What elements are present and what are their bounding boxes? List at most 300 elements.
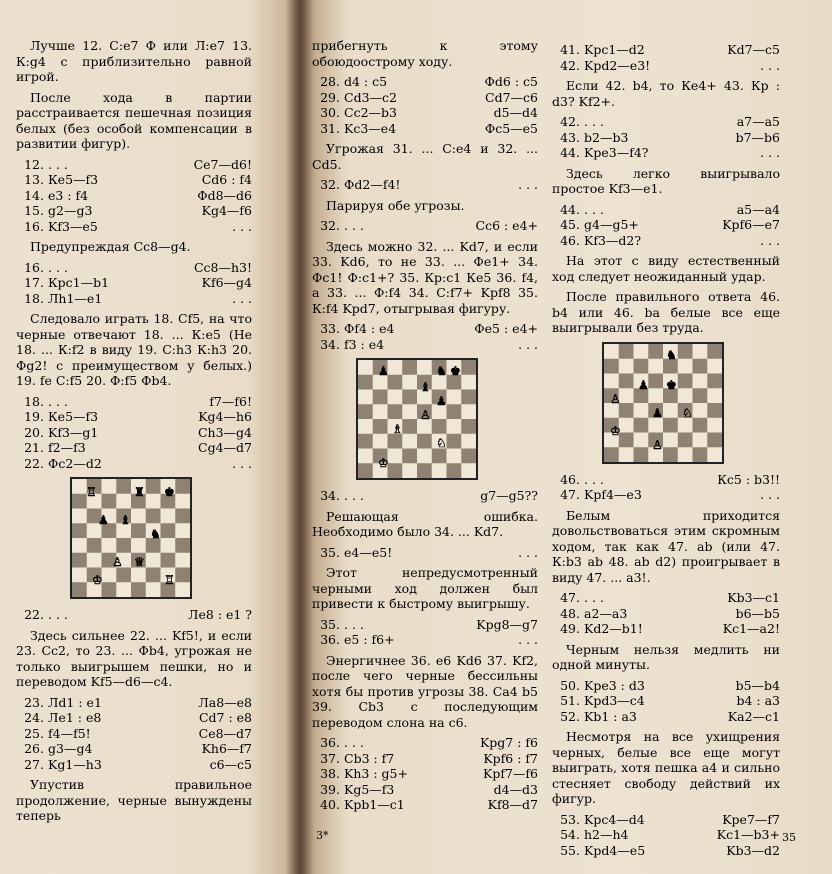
- chess-piece-icon: ♟: [652, 405, 663, 420]
- move-number: 20.: [24, 424, 44, 440]
- move-row: [312, 177, 538, 193]
- move-list: [312, 735, 538, 813]
- dark-square: [72, 494, 87, 509]
- white-move: f4—f5!: [48, 725, 91, 741]
- move-row: [552, 590, 780, 606]
- move-row: [552, 472, 780, 488]
- dark-square: [175, 479, 190, 494]
- dark-square: [663, 417, 678, 432]
- black-move: Kpf7—f6: [483, 766, 538, 781]
- dark-square: [131, 582, 146, 597]
- black-move: g7—g5??: [480, 488, 538, 503]
- paragraph: Несмотря на все ухищрения черных, белые все еще могут выиграть, хотя пешка а4 и сильно стесняет свободу действий их фигур.: [552, 729, 780, 806]
- move-number: 44.: [560, 201, 580, 217]
- dark-square: [373, 390, 388, 405]
- dark-square: [102, 582, 117, 597]
- move-row: [16, 695, 252, 711]
- signature-mark: 3*: [316, 829, 329, 842]
- move-number: 40.: [320, 797, 340, 812]
- dark-square: [707, 373, 722, 388]
- white-move: Kf3—d2?: [584, 232, 642, 248]
- chess-piece-icon: ♜: [134, 485, 145, 499]
- move-number: 12.: [24, 156, 44, 172]
- move-row: [552, 42, 780, 58]
- dark-square: [161, 553, 176, 568]
- move-number: 39.: [320, 781, 340, 797]
- dark-square: [693, 447, 708, 462]
- dark-square: [146, 509, 161, 524]
- move-row: [16, 456, 252, 472]
- move-row: [312, 735, 538, 751]
- move-number: 46.: [560, 471, 580, 487]
- move-number: 16.: [24, 218, 44, 234]
- dark-square: [161, 523, 176, 538]
- black-move: . . .: [760, 487, 780, 502]
- chess-diagram: [356, 358, 478, 480]
- black-move: Kpf6 : f7: [483, 750, 538, 766]
- white-move: e5 : f6+: [344, 632, 395, 647]
- white-move: Kpe3—f4?: [584, 145, 649, 160]
- move-number: 35.: [320, 616, 340, 632]
- right-column: [552, 42, 780, 858]
- dark-square: [461, 419, 476, 434]
- chess-piece-icon: ♗: [392, 422, 403, 436]
- white-move: . . .: [48, 607, 68, 622]
- paragraph: Предупреждая Сс8—g4.: [30, 239, 191, 254]
- paragraph: прибегнуть к этому обоюдоострому ходу.: [312, 38, 538, 69]
- dark-square: [417, 434, 432, 449]
- black-move: a5—a4: [736, 201, 780, 217]
- move-row: [16, 203, 252, 219]
- move-list: [552, 812, 780, 859]
- move-row: [552, 114, 780, 130]
- move-row: [312, 321, 538, 337]
- black-move: Kc1—b3+: [716, 827, 780, 842]
- dark-square: [693, 358, 708, 373]
- chess-piece-icon: ♙: [610, 391, 621, 406]
- move-number: 53.: [560, 811, 580, 827]
- white-move: Kc3—e4: [344, 120, 397, 136]
- move-row: [312, 218, 538, 234]
- dark-square: [72, 553, 87, 568]
- move-number: 42.: [560, 57, 580, 73]
- dark-square: [358, 463, 373, 478]
- white-move: . . .: [344, 488, 364, 503]
- move-row: [552, 843, 780, 859]
- move-number: 27.: [24, 756, 44, 772]
- black-move: Kb3—c1: [727, 590, 780, 605]
- black-move: Cg4—d7: [198, 440, 252, 455]
- black-move: b7—b6: [735, 129, 780, 145]
- white-move: e3 : f4: [48, 187, 89, 203]
- move-number: 18.: [24, 290, 44, 306]
- white-move: . . .: [584, 201, 604, 217]
- move-number: 46.: [560, 232, 580, 248]
- move-number: 54.: [560, 827, 580, 842]
- white-move: . . .: [344, 218, 364, 233]
- move-row: [312, 121, 538, 137]
- paragraph: Угрожая 31. ... С:е4 и 32. ... Cd5.: [312, 141, 538, 172]
- move-number: 34.: [320, 336, 340, 352]
- white-move: Kpd3—c4: [584, 693, 645, 708]
- dark-square: [388, 375, 403, 390]
- move-row: [312, 74, 538, 90]
- move-number: 49.: [560, 621, 580, 636]
- white-move: Фс2—d2: [48, 455, 102, 471]
- black-move: Фd8—d6: [197, 187, 252, 203]
- dark-square: [175, 538, 190, 553]
- move-row: [16, 275, 252, 291]
- black-move: f7—f6!: [209, 393, 252, 409]
- paragraph: После хода в партии расстраивается пешечная позиция белых (без особой компенсации в развитии фигур).: [16, 89, 252, 151]
- chess-piece-icon: ♖: [164, 573, 175, 587]
- white-move: Kb1 : a3: [584, 708, 637, 724]
- dark-square: [678, 344, 693, 359]
- dark-square: [604, 447, 619, 462]
- move-number: 52.: [560, 708, 580, 724]
- move-row: [16, 394, 252, 410]
- move-row: [16, 726, 252, 742]
- white-move: . . .: [48, 259, 68, 275]
- move-list: [312, 488, 538, 504]
- dark-square: [678, 432, 693, 447]
- black-move: Cd7 : е8: [198, 710, 252, 725]
- move-number: 36.: [320, 735, 340, 750]
- move-row: [312, 90, 538, 106]
- move-number: 50.: [560, 677, 580, 693]
- black-move: . . .: [232, 290, 252, 306]
- black-move: Ле8 : е1 ?: [188, 607, 252, 622]
- dark-square: [619, 373, 634, 388]
- move-number: 51.: [560, 693, 580, 708]
- black-move: Kpf6—e7: [722, 217, 780, 232]
- chessboard-grid: [604, 344, 722, 462]
- white-move: Лd1 : e1: [48, 694, 102, 710]
- white-move: Kf3—g1: [48, 424, 99, 440]
- paragraph: Здесь можно 32. ... Kd7, и если 33. Kd6, то не 33. ... Фе1+ 34. Фс1! Ф:с1+? 35. Кр:с1 Ке5 36. f4, а 33. ... Ф:f4 34. С:f7+ Kpf8 35. К:f4 Kpd7, отыгрывая фигуру.: [312, 238, 538, 316]
- black-move: Cd7—c6: [485, 89, 538, 105]
- move-row: [312, 488, 538, 504]
- chess-piece-icon: ♝: [120, 513, 131, 527]
- move-row: [552, 58, 780, 74]
- move-number: 31.: [320, 120, 340, 136]
- black-move: d5—d4: [493, 105, 538, 120]
- dark-square: [388, 463, 403, 478]
- dark-square: [707, 403, 722, 418]
- dark-square: [634, 417, 649, 432]
- move-list: [312, 617, 538, 648]
- move-row: [552, 202, 780, 218]
- move-row: [552, 827, 780, 843]
- move-number: 37.: [320, 750, 340, 766]
- dark-square: [693, 417, 708, 432]
- move-list: [552, 42, 780, 73]
- chess-piece-icon: ♘: [682, 405, 693, 420]
- white-move: Лh1—e1: [48, 290, 103, 306]
- black-move: . . .: [518, 544, 538, 560]
- move-list: [16, 394, 252, 472]
- black-move: Kf8—d7: [487, 797, 538, 812]
- paragraph: Черным нельзя медлить ни одной минуты.: [552, 641, 780, 672]
- dark-square: [146, 479, 161, 494]
- move-number: 30.: [320, 105, 340, 120]
- chess-piece-icon: ♟: [638, 377, 649, 392]
- move-number: 15.: [24, 203, 44, 218]
- chess-piece-icon: ♟: [436, 394, 447, 408]
- white-move: . . .: [48, 156, 68, 172]
- chess-piece-icon: ♞: [666, 347, 677, 362]
- dark-square: [175, 509, 190, 524]
- chess-piece-icon: ♚: [164, 485, 175, 499]
- black-move: Ла8—е8: [198, 694, 252, 710]
- move-list: [312, 321, 538, 352]
- black-move: Kg4—f6: [201, 203, 252, 218]
- book-gutter: [286, 0, 312, 874]
- black-move: . . .: [518, 177, 538, 192]
- move-list: [16, 607, 252, 623]
- move-number: 48.: [560, 605, 580, 621]
- move-list: [552, 114, 780, 161]
- dark-square: [648, 344, 663, 359]
- dark-square: [634, 447, 649, 462]
- white-move: . . .: [584, 471, 604, 487]
- dark-square: [604, 358, 619, 373]
- white-move: b2—b3: [584, 129, 629, 145]
- move-list: [312, 545, 538, 561]
- white-move: d4 : c5: [344, 74, 388, 89]
- move-number: 34.: [320, 488, 340, 503]
- dark-square: [175, 568, 190, 583]
- move-row: [552, 709, 780, 725]
- dark-square: [358, 434, 373, 449]
- move-list: [312, 177, 538, 193]
- chess-piece-icon: ♔: [92, 573, 103, 587]
- black-move: Kf6—g4: [201, 275, 252, 290]
- white-move: Kpf4—e3: [584, 487, 642, 502]
- paragraph: После правильного ответа 46. b4 или 46. ba белые все еще выигрывали без труда.: [552, 289, 780, 335]
- white-move: Kf3—e5: [48, 218, 98, 234]
- chess-piece-icon: ♝: [420, 380, 431, 394]
- move-number: 14.: [24, 187, 44, 203]
- move-row: [552, 233, 780, 249]
- paragraph: Здесь легко выигрывало простое Kf3—e1.: [552, 165, 780, 196]
- black-move: Се7—d6!: [193, 156, 252, 172]
- dark-square: [619, 403, 634, 418]
- dark-square: [432, 419, 447, 434]
- white-move: Kpd2—e3!: [584, 57, 651, 73]
- white-move: Kd2—b1!: [584, 621, 643, 636]
- move-number: 35.: [320, 544, 340, 560]
- move-row: [16, 219, 252, 235]
- paragraph: Лучше 12. С:е7 Ф или Л:е7 13. К:g4 с приблизительно равной игрой.: [16, 38, 252, 84]
- dark-square: [634, 358, 649, 373]
- paragraph: На этот с виду естественный ход следует неожиданный удар.: [552, 253, 780, 284]
- dark-square: [447, 404, 462, 419]
- black-move: Kc1—a2!: [722, 621, 780, 636]
- move-row: [552, 693, 780, 709]
- black-move: Kpg7 : f6: [479, 735, 538, 750]
- white-move: . . .: [584, 590, 604, 605]
- paragraph: Решающая ошибка. Необходимо было 34. ... Kd7.: [312, 508, 538, 539]
- black-move: Фс5—е5: [484, 120, 538, 136]
- chess-piece-icon: ♔: [378, 456, 389, 470]
- dark-square: [402, 449, 417, 464]
- black-move: Kh6—f7: [201, 741, 252, 756]
- dark-square: [461, 360, 476, 375]
- move-number: 29.: [320, 89, 340, 105]
- move-row: [552, 130, 780, 146]
- move-row: [16, 260, 252, 276]
- white-move: . . .: [584, 114, 604, 129]
- white-move: Kg5—f3: [344, 781, 395, 797]
- paragraph: Белым приходится довольствоваться этим скромным ходом, так как 47. ab (или 47. К:b3 ab 48. ab d2) проигрывает в виду 47. ... а3!.: [552, 507, 780, 585]
- black-move: Kb3—d2: [726, 842, 780, 858]
- move-row: [552, 487, 780, 503]
- white-move: g4—g5+: [584, 217, 639, 232]
- move-list: [552, 472, 780, 503]
- chess-piece-icon: ♟: [98, 513, 109, 527]
- move-number: 38.: [320, 766, 340, 781]
- dark-square: [358, 404, 373, 419]
- move-row: [312, 632, 538, 648]
- dark-square: [116, 479, 131, 494]
- move-number: 55.: [560, 842, 580, 858]
- white-move: е4—е5!: [344, 544, 393, 560]
- dark-square: [358, 375, 373, 390]
- white-move: g3—g4: [48, 741, 93, 756]
- white-move: Фf4 : е4: [344, 321, 395, 336]
- black-move: Сс8—h3!: [193, 259, 252, 275]
- move-row: [312, 751, 538, 767]
- white-move: Cb3 : f7: [344, 750, 395, 766]
- move-number: 47.: [560, 590, 580, 605]
- white-move: f3 : е4: [344, 336, 385, 352]
- move-number: 28.: [320, 74, 340, 89]
- move-row: [552, 145, 780, 161]
- white-move: Cd3—c2: [344, 89, 397, 105]
- dark-square: [619, 432, 634, 447]
- move-number: 25.: [24, 725, 44, 741]
- dark-square: [116, 538, 131, 553]
- white-move: Kpd4—e5: [584, 842, 646, 858]
- paragraph: Здесь сильнее 22. ... Kf5!, и если 23. Сс2, то 23. ... Фb4, угрожая не только выигрышем пешки, но и переводом Kf5—d6—c4.: [16, 627, 252, 689]
- move-number: 24.: [24, 710, 44, 725]
- page-number: 35: [782, 831, 796, 844]
- white-move: g2—g3: [48, 203, 93, 218]
- white-move: . . .: [344, 616, 364, 632]
- white-move: Kpc1—d2: [584, 42, 645, 57]
- black-move: . . .: [518, 632, 538, 647]
- black-move: c6—c5: [209, 756, 252, 772]
- black-move: . . .: [518, 336, 538, 352]
- black-move: Кс5 : b3!!: [717, 471, 780, 487]
- move-number: 45.: [560, 217, 580, 232]
- white-move: Ке5—f3: [48, 172, 99, 187]
- chess-piece-icon: ♔: [610, 423, 621, 438]
- move-row: [16, 157, 252, 173]
- black-move: Фd6 : c5: [484, 74, 538, 89]
- chess-diagram: [70, 477, 192, 599]
- white-move: Kh3 : g5+: [344, 766, 408, 781]
- move-row: [552, 621, 780, 637]
- black-move: Ka2—c1: [727, 708, 780, 724]
- move-number: 18.: [24, 393, 44, 409]
- dark-square: [402, 360, 417, 375]
- dark-square: [402, 419, 417, 434]
- white-move: h2—h4: [584, 827, 629, 842]
- black-move: Сс6 : е4+: [475, 218, 538, 233]
- dark-square: [707, 432, 722, 447]
- dark-square: [131, 523, 146, 538]
- move-row: [16, 607, 252, 623]
- move-number: 13.: [24, 172, 44, 187]
- move-number: 32.: [320, 218, 340, 233]
- move-list: [16, 157, 252, 235]
- move-row: [16, 440, 252, 456]
- dark-square: [102, 494, 117, 509]
- dark-square: [447, 434, 462, 449]
- chess-piece-icon: ♞: [436, 364, 447, 378]
- dark-square: [461, 449, 476, 464]
- move-row: [312, 105, 538, 121]
- dark-square: [447, 463, 462, 478]
- white-move: . . .: [344, 735, 364, 750]
- white-move: Ле1 : е8: [48, 710, 102, 725]
- move-number: 19.: [24, 409, 44, 424]
- dark-square: [648, 373, 663, 388]
- move-number: 47.: [560, 487, 580, 502]
- chess-piece-icon: ♕: [134, 555, 145, 569]
- black-move: Kd7—c5: [727, 42, 780, 57]
- move-number: 36.: [320, 632, 340, 647]
- white-move: a2—a3: [584, 605, 628, 621]
- move-number: 22.: [24, 607, 44, 622]
- left-column: [16, 38, 252, 829]
- move-list: [552, 678, 780, 725]
- move-row: [312, 545, 538, 561]
- dark-square: [402, 390, 417, 405]
- chess-piece-icon: ♖: [86, 485, 97, 499]
- black-move: Cd6 : f4: [201, 172, 252, 187]
- move-row: [16, 291, 252, 307]
- chess-piece-icon: ♚: [666, 377, 677, 392]
- move-row: [552, 217, 780, 233]
- move-number: 44.: [560, 145, 580, 160]
- white-move: Фd2—f4!: [344, 177, 401, 192]
- dark-square: [619, 344, 634, 359]
- dark-square: [693, 388, 708, 403]
- move-number: 32.: [320, 177, 340, 192]
- move-row: [16, 710, 252, 726]
- paragraph: Энергичнее 36. е6 Kd6 37. Kf2, после чего черные бессильны хотя бы против угрозы 38. Са4 b5 39. Cb3 с последующим переводом слона на с6.: [312, 652, 538, 730]
- black-move: Фе5 : е4+: [474, 321, 538, 336]
- black-move: Kpe7—f7: [722, 811, 780, 827]
- black-move: . . .: [760, 232, 780, 248]
- chess-piece-icon: ♞: [150, 527, 161, 541]
- black-move: . . .: [232, 218, 252, 234]
- middle-column: [312, 38, 538, 813]
- move-number: 22.: [24, 455, 44, 471]
- white-move: Kpc4—d4: [584, 811, 645, 827]
- move-list: [552, 590, 780, 637]
- move-row: [16, 409, 252, 425]
- paragraph: Упустив правильное продолжение, черные вынуждены теперь: [16, 777, 252, 823]
- paragraph: Если 42. b4, то Ке4+ 43. Кр : d3? Kf2+.: [552, 78, 780, 109]
- paragraph: Парируя обе угрозы.: [326, 197, 465, 213]
- white-move: Kpb1—c1: [344, 797, 405, 812]
- move-number: 17.: [24, 275, 44, 290]
- black-move: Ch3—g4: [197, 424, 252, 440]
